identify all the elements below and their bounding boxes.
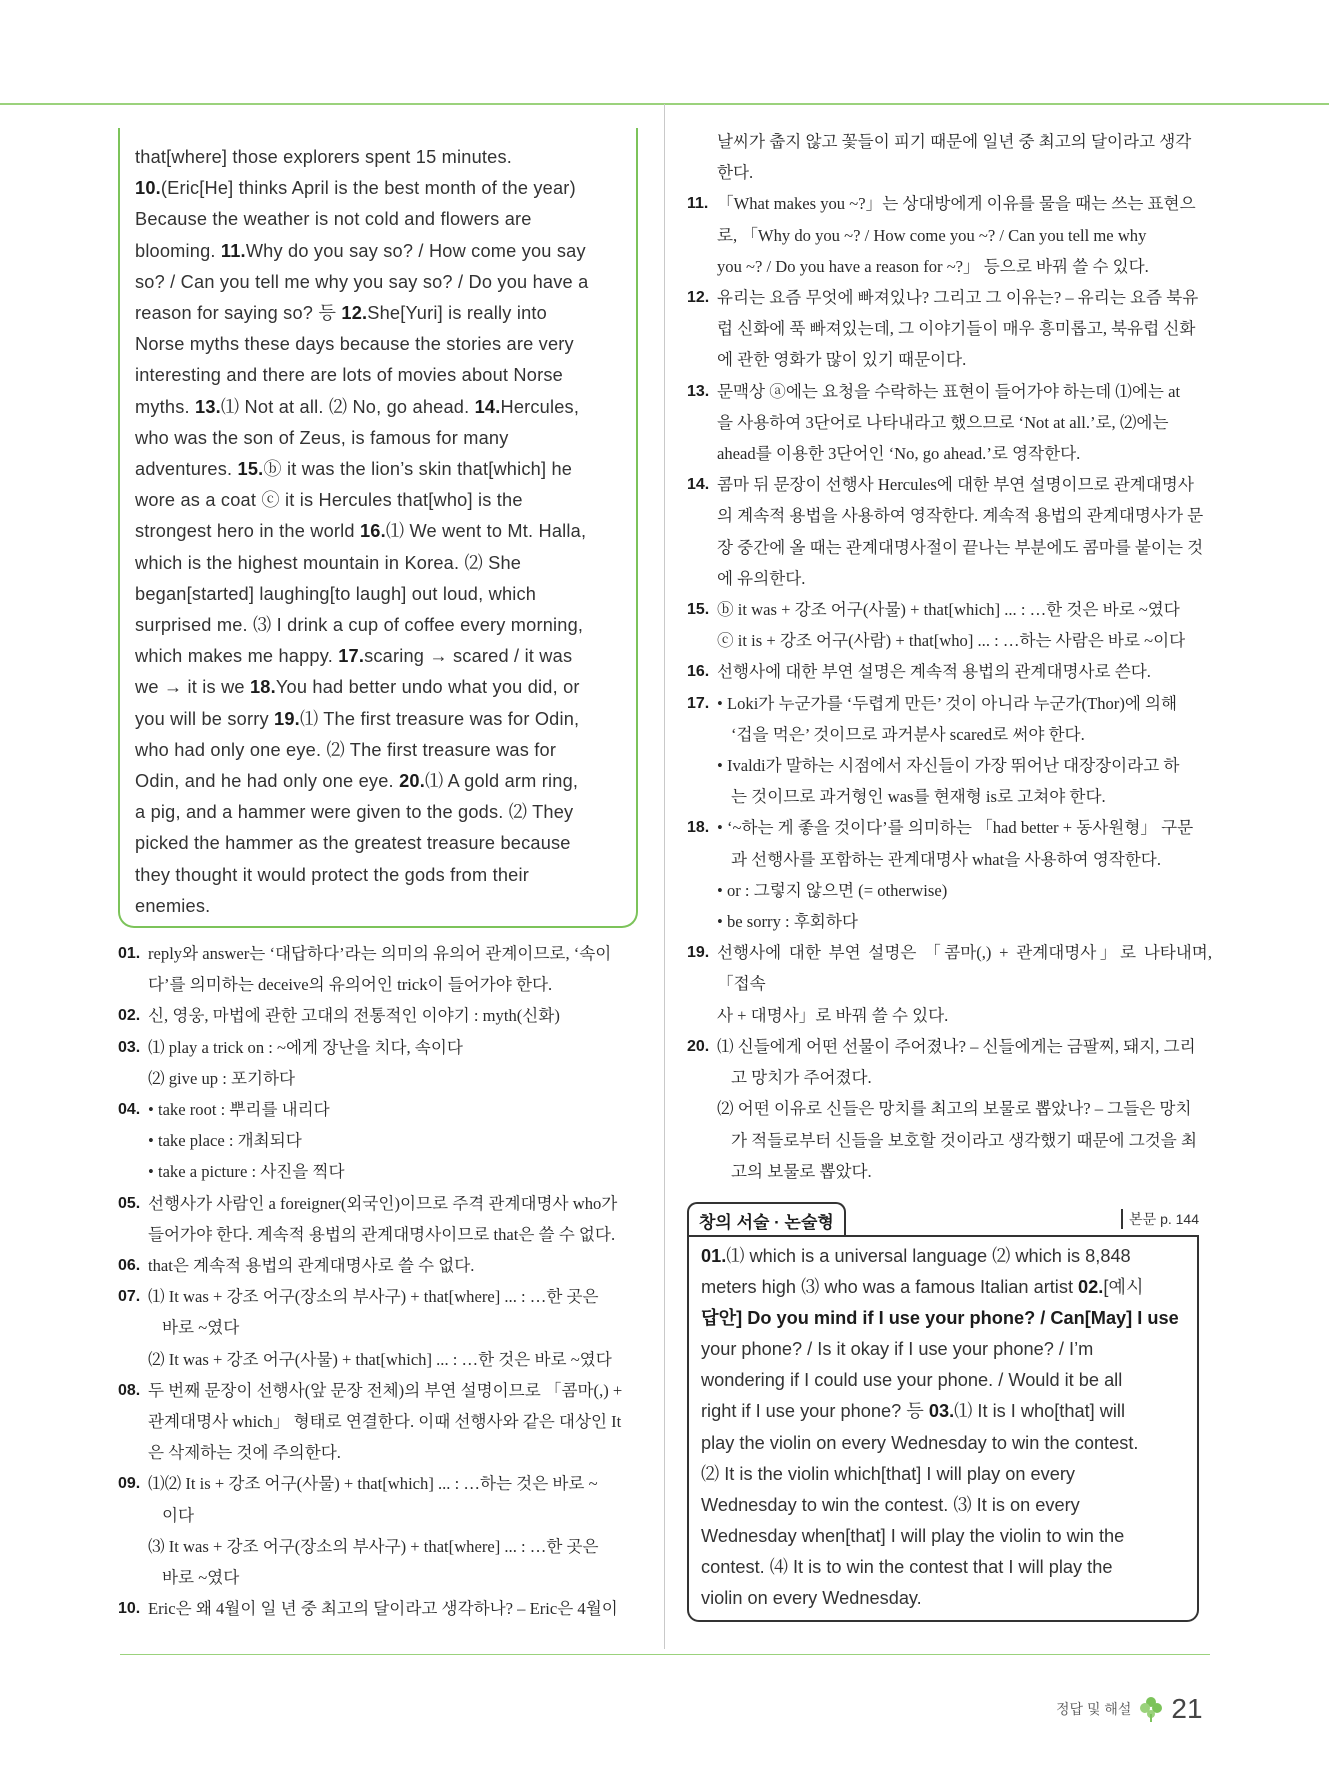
explanation-item — [118, 1593, 640, 1624]
page-footer — [1056, 1693, 1203, 1725]
item-number: 18. — [249, 677, 276, 698]
text-line: a pig, and a hammer were given to the gods. ⑵ They — [135, 802, 574, 823]
explanation-body — [148, 1032, 640, 1094]
explanation-line: • ‘~하는 게 좋을 것이다’를 의미하는 「had better + 동사원형」 구문 — [717, 818, 1194, 838]
explanation-line: 을 사용하여 3단어로 나타내라고 했으므로 ‘Not at all.’로, ⑵에는 — [717, 412, 1169, 432]
text-line: blooming. 11.Why do you say so? / How come you say — [135, 240, 586, 261]
explanation-number: 02. — [118, 1007, 141, 1025]
explanation-line: 에 유의한다. — [717, 568, 806, 588]
text-line: violin on every Wednesday. — [701, 1588, 922, 1609]
explanation-item — [687, 812, 1212, 937]
explanation-line: 두 번째 문장이 선행사(앞 문장 전체)의 부연 설명이므로 「콤마(,) + — [148, 1380, 623, 1400]
explanation-line: 한다. — [717, 163, 754, 183]
column-divider — [664, 104, 665, 1649]
explanation-body — [148, 1188, 640, 1250]
text-line: right if I use your phone? 등 03.⑴ It is I who[that] will — [701, 1401, 1125, 1422]
text-line: adventures. 15.ⓑ it was the lion’s skin that[which] he — [135, 459, 573, 480]
explanation-body — [717, 469, 1212, 594]
text-line: surprised me. ⑶ I drink a cup of coffee every morning, — [135, 615, 584, 636]
explanation-body — [148, 1094, 640, 1188]
item-number: 11. — [220, 240, 246, 261]
explanation-line: ⑶ It was + 강조 어구(장소의 부사구) + that[where] ... : …한 곳은 — [148, 1536, 599, 1556]
text-line: Wednesday when[that] I will play the violin to win the — [701, 1525, 1125, 1546]
explanation-line: 관계대명사 which」 형태로 연결한다. 이때 선행사와 같은 대상인 It — [148, 1412, 622, 1432]
text-line: Norse myths these days because the stories are very — [135, 334, 574, 355]
text-line: which is the highest mountain in Korea. ⑵ She — [135, 552, 522, 573]
explanation-body — [148, 938, 640, 1000]
explanation-item — [118, 1000, 640, 1031]
footer-label: 정답 및 해설 — [1056, 1701, 1132, 1717]
explanation-number: 12. — [687, 289, 710, 307]
item-number: 10. — [135, 178, 161, 199]
explanation-line: ⑴ play a trick on : ~에게 장난을 치다, 속이다 — [148, 1037, 463, 1057]
explanation-item — [687, 188, 1212, 282]
item-number: 03. — [928, 1401, 955, 1422]
text-line — [701, 1303, 1187, 1334]
explanation-line: ⑵ It was + 강조 어구(사물) + that[which] ... : …한 것은 바로 ~였다 — [148, 1349, 612, 1369]
explanation-body — [717, 937, 1212, 1031]
explanation-number: 18. — [687, 819, 710, 837]
explanation-item — [118, 1188, 640, 1250]
explanation-item — [118, 1094, 640, 1188]
creative-title: 창의 서술 · 논술형 — [687, 1202, 846, 1235]
explanation-number: 15. — [687, 601, 710, 619]
explanation-line: 사 + 대명사」로 바꿔 쓸 수 있다. — [717, 1005, 949, 1025]
explanation-body — [717, 126, 1212, 188]
text-line: 10.(Eric[He] thinks April is the best month of the year) — [135, 178, 576, 199]
explanation-line: 고 망치가 주어졌다. — [731, 1068, 872, 1088]
text-line: interesting and there are lots of movies about Norse — [135, 365, 563, 386]
explanation-line: ⑴ It was + 강조 어구(장소의 부사구) + that[where] ... : …한 곳은 — [148, 1287, 599, 1307]
text-line: wondering if I could use your phone. / Would it be all — [701, 1370, 1123, 1391]
text-line: Wednesday to win the contest. ⑶ It is on every — [701, 1494, 1080, 1515]
explanation-line: ⑵ 어떤 이유로 신들은 망치를 최고의 보물로 뽑았나? – 그들은 망치 — [717, 1099, 1192, 1119]
text-line: your phone? / Is it okay if I use your phone? / I’m — [701, 1339, 1094, 1360]
explanation-number: 13. — [687, 382, 710, 400]
text-line: contest. ⑷ It is to win the contest that I will play the — [701, 1556, 1113, 1577]
explanation-number — [687, 126, 717, 188]
explanation-line: ⓒ it is + 강조 어구(사람) + that[who] ... : …하는 사람은 바로 ~이다 — [717, 631, 1186, 651]
explanation-line: 바로 ~였다 — [162, 1318, 240, 1338]
explanation-line: 고의 보물로 뽑았다. — [731, 1161, 872, 1181]
text-line: strongest hero in the world 16.⑴ We went to Mt. Halla, — [135, 521, 587, 542]
explanation-item — [687, 126, 1212, 188]
item-number: 14. — [474, 396, 501, 417]
explanation-number: 17. — [687, 694, 710, 712]
explanation-line: 장 중간에 올 때는 관계대명사절이 끝나는 부분에도 콤마를 붙이는 것 — [717, 537, 1204, 557]
item-number: 17. — [338, 646, 365, 667]
answer-box-text — [135, 142, 622, 922]
explanation-line: 선행사에 대한 부연 설명은 「콤마(,) + 관계대명사」로 나타내며, 「접속 — [717, 943, 1212, 994]
explanation-number: 03. — [118, 1038, 141, 1056]
text-line: reason for saying so? 등 12.She[Yuri] is really into — [135, 303, 547, 324]
item-number: 16. — [359, 521, 386, 542]
explanation-line: Eric은 왜 4월이 일 년 중 최고의 달이라고 생각하나? – Eric은 4월이 — [148, 1599, 618, 1619]
explanation-line: • take place : 개최되다 — [148, 1131, 302, 1151]
explanation-item — [687, 1031, 1212, 1187]
explanation-number: 20. — [687, 1037, 710, 1055]
explanation-number: 14. — [687, 476, 710, 494]
explanation-line: 에 관한 영화가 많이 있기 때문이다. — [717, 350, 967, 370]
explanation-item — [118, 1281, 640, 1375]
explanation-number: 09. — [118, 1475, 141, 1493]
text-line: enemies. — [135, 895, 211, 916]
explanation-line: • be sorry : 후회하다 — [717, 912, 858, 932]
text-line: Because the weather is not cold and flowers are — [135, 209, 532, 230]
explanation-item — [687, 594, 1212, 656]
clover-icon — [1139, 1696, 1163, 1722]
explanation-item — [687, 469, 1212, 594]
text-line: who had only one eye. ⑵ The first treasure was for — [135, 739, 557, 760]
text-line: which makes me happy. 17.scaring → scared / it was — [135, 646, 573, 667]
explanation-line: 「What makes you ~?」는 상대방에게 이유를 물을 때는 쓰는 표현으 — [717, 194, 1196, 214]
explanation-line: 의 계속적 용법을 사용하여 영작한다. 계속적 용법의 관계대명사가 문 — [717, 506, 1204, 526]
right-explanations — [687, 126, 1212, 1187]
item-number: 답안] Do you mind if I use your phone? / Can[May] I use — [701, 1308, 1179, 1329]
text-line: picked the hammer as the greatest treasure because — [135, 833, 571, 854]
item-number: 20. — [399, 771, 425, 792]
explanation-item — [118, 1375, 640, 1469]
explanation-item — [118, 1468, 640, 1593]
explanation-line: 문맥상 ⓐ에는 요청을 수락하는 표현이 들어가야 하는데 ⑴에는 at — [717, 381, 1181, 401]
explanation-item — [687, 937, 1212, 1031]
explanation-line: 는 것이므로 과거형인 was를 현재형 is로 고쳐야 한다. — [731, 787, 1106, 807]
explanation-body — [148, 1375, 640, 1469]
explanation-line: ⑴ 신들에게 어떤 선물이 주어졌나? – 신들에게는 금팔찌, 돼지, 그리 — [717, 1036, 1196, 1056]
text-line: play the violin on every Wednesday to win the contest. — [701, 1432, 1139, 1453]
item-number: 02. — [1078, 1277, 1104, 1298]
explanation-body — [717, 812, 1212, 937]
explanation-number: 04. — [118, 1101, 141, 1119]
text-line: we → it is we 18.You had better undo what you did, or — [135, 677, 580, 698]
text-line: they thought it would protect the gods from their — [135, 864, 529, 885]
text-line: you will be sorry 19.⑴ The first treasure was for Odin, — [135, 708, 580, 729]
explanation-line: 바로 ~였다 — [162, 1568, 240, 1588]
explanation-number: 11. — [687, 195, 709, 213]
explanation-line: ⑴⑵ It is + 강조 어구(사물) + that[which] ... : …하는 것은 바로 ~ — [148, 1474, 598, 1494]
explanation-number: 19. — [687, 944, 710, 962]
explanation-item — [687, 688, 1212, 813]
explanation-line: 콤마 뒤 문장이 선행사 Hercules에 대한 부연 설명이므로 관계대명사 — [717, 475, 1194, 495]
explanation-item — [687, 376, 1212, 470]
text-line: meters high ⑶ who was a famous Italian artist 02.[예시 — [701, 1277, 1144, 1298]
item-number: 13. — [195, 396, 221, 417]
explanation-line: 유리는 요즘 무엇에 빠져있나? 그리고 그 이유는? – 유리는 요즘 북유 — [717, 288, 1199, 308]
explanation-line: 선행사가 사람인 a foreigner(외국인)이므로 주격 관계대명사 who가 — [148, 1193, 618, 1213]
explanation-line: 과 선행사를 포함하는 관계대명사 what을 사용하여 영작한다. — [731, 849, 1161, 869]
explanation-line: 날씨가 춥지 않고 꽃들이 피기 때문에 일년 중 최고의 달이라고 생각 — [717, 132, 1192, 151]
explanation-line: ahead를 이용한 3단어인 ‘No, go ahead.’로 영작한다. — [717, 444, 1081, 464]
text-line: 01.⑴ which is a universal language ⑵ which is 8,848 — [701, 1246, 1131, 1266]
explanation-line: 은 삭제하는 것에 주의한다. — [148, 1443, 341, 1463]
explanation-line: you ~? / Do you have a reason for ~?」 등으로 바꿔 쓸 수 있다. — [717, 256, 1149, 276]
text-line: wore as a coat ⓒ it is Hercules that[who] is the — [135, 490, 523, 511]
explanation-number: 05. — [118, 1194, 141, 1212]
explanation-line: ⑵ give up : 포기하다 — [148, 1068, 296, 1088]
text-line: began[started] laughing[to laugh] out loud, which — [135, 583, 537, 604]
text-line: so? / Can you tell me why you say so? / Do you have a — [135, 271, 589, 292]
explanation-line: 럽 신화에 푹 빠져있는데, 그 이야기들이 매우 흥미롭고, 북유럽 신화 — [717, 319, 1196, 339]
explanation-line: • take root : 뿌리를 내리다 — [148, 1100, 330, 1120]
explanation-number: 06. — [118, 1257, 141, 1275]
item-number: 19. — [274, 708, 300, 729]
explanation-line: 이다 — [162, 1505, 195, 1525]
explanation-line: 선행사에 대한 부연 설명은 계속적 용법의 관계대명사로 쓴다. — [717, 662, 1151, 682]
item-number: 01. — [701, 1246, 727, 1266]
explanation-body — [148, 1593, 640, 1624]
explanation-line: ⓑ it was + 강조 어구(사물) + that[which] ... : …한 것은 바로 ~였다 — [717, 600, 1180, 620]
creative-answer-box — [687, 1237, 1199, 1622]
left-explanations — [118, 938, 640, 1624]
explanation-item — [687, 656, 1212, 687]
text-line: who was the son of Zeus, is famous for many — [135, 427, 509, 448]
explanation-item — [118, 938, 640, 1000]
answer-box — [118, 128, 638, 928]
explanation-line: 가 적들로부터 신들을 보호할 것이라고 생각했기 때문에 그것을 최 — [731, 1130, 1197, 1150]
explanation-line: 신, 영웅, 마법에 관한 고대의 전통적인 이야기 : myth(신화) — [148, 1006, 560, 1026]
explanation-item — [118, 1250, 640, 1281]
explanation-line: • or : 그렇지 않으면 (= otherwise) — [717, 880, 948, 900]
page-number: 21 — [1171, 1693, 1203, 1724]
explanation-line: • Ivaldi가 말하는 시점에서 자신들이 가장 뛰어난 대장장이라고 하 — [717, 756, 1180, 776]
explanation-body — [148, 1281, 640, 1375]
explanation-line: 다’를 의미하는 deceive의 유의어인 trick이 들어가야 한다. — [148, 975, 553, 995]
explanation-line: • take a picture : 사진을 찍다 — [148, 1162, 345, 1182]
explanation-item — [118, 1032, 640, 1094]
explanation-item — [687, 282, 1212, 376]
explanation-line: reply와 answer는 ‘대답하다’라는 의미의 유의어 관계이므로, ‘속이 — [148, 944, 612, 963]
explanation-body — [148, 1000, 640, 1031]
explanation-number: 07. — [118, 1288, 141, 1306]
explanation-number: 16. — [687, 663, 710, 681]
bottom-rule — [120, 1654, 1210, 1655]
explanation-body — [717, 282, 1212, 376]
explanation-body — [717, 376, 1212, 470]
creative-page-ref: 본문 p. 144 — [1121, 1209, 1199, 1229]
explanation-number: 08. — [118, 1381, 141, 1399]
explanation-number: 10. — [118, 1600, 141, 1618]
item-number: 12. — [341, 303, 368, 324]
explanation-line: ‘겁을 먹은’ 것이므로 과거분사 scared로 써야 한다. — [731, 724, 1085, 744]
text-line: that[where] those explorers spent 15 minutes. — [135, 147, 512, 167]
explanation-body — [717, 188, 1212, 282]
text-line: ⑵ It is the violin which[that] I will play on every — [701, 1463, 1076, 1484]
explanation-body — [717, 1031, 1212, 1187]
explanation-body — [717, 656, 1212, 687]
explanation-body — [148, 1468, 640, 1593]
explanation-line: that은 계속적 용법의 관계대명사로 쓸 수 없다. — [148, 1256, 475, 1276]
explanation-number: 01. — [118, 945, 141, 962]
explanation-line: 들어가야 한다. 계속적 용법의 관계대명사이므로 that은 쓸 수 없다. — [148, 1224, 616, 1244]
text-line: Odin, and he had only one eye. 20.⑴ A gold arm ring, — [135, 771, 579, 792]
explanation-line: 로, 「Why do you ~? / How come you ~? / Can you tell me why — [717, 225, 1147, 245]
creative-header — [687, 1205, 1199, 1235]
creative-section — [687, 1205, 1199, 1622]
explanation-body — [148, 1250, 640, 1281]
text-line: myths. 13.⑴ Not at all. ⑵ No, go ahead. 14.Hercules, — [135, 396, 580, 417]
explanation-body — [717, 594, 1212, 656]
explanation-body — [717, 688, 1212, 813]
item-number: 15. — [237, 459, 264, 480]
explanation-line: • Loki가 누군가를 ‘두렵게 만든’ 것이 아니라 누군가(Thor)에 의해 — [717, 693, 1178, 713]
